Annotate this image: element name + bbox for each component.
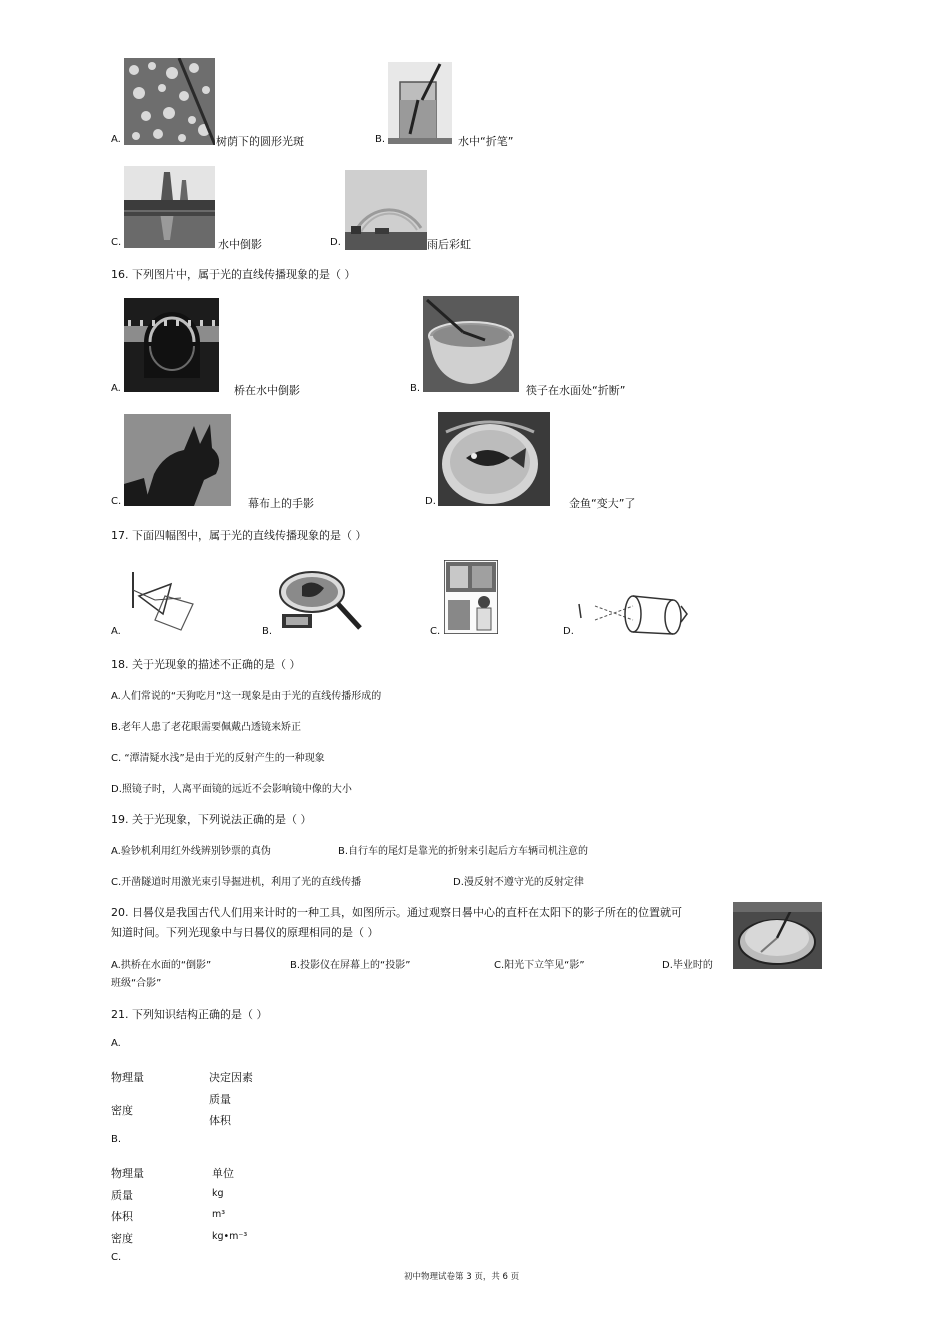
photo-bridge (124, 298, 219, 392)
q16-option-d-caption: 金鱼“变大”了 (569, 497, 636, 510)
q20-option-a: A.拱桥在水面的“倒影” (111, 960, 212, 971)
q16-option-b-label: B. (410, 383, 421, 394)
table-b-row-mass: 质量 (111, 1189, 133, 1202)
option-b-caption: 水中“折笔” (458, 135, 514, 148)
q16-option-d-label: D. (425, 496, 436, 507)
q20-option-d: D.毕业时的 (662, 960, 713, 971)
photo-tree-shadow (124, 58, 215, 145)
question-20-stem-line2: 知道时间。下列光现象中与日晷仪的原理相同的是（ ） (111, 926, 379, 939)
q17-option-a-label: A. (111, 626, 121, 637)
q17-option-c-label: C. (430, 626, 441, 637)
diagram-prism (125, 568, 197, 632)
q18-option-d: D.照镜子时，人离平面镜的远近不会影响镜中像的大小 (111, 784, 352, 795)
question-18-stem: 18. 关于光现象的描述不正确的是（ ） (111, 658, 301, 671)
q20-option-d-continued: 班级“合影” (111, 978, 162, 989)
q20-option-b: B.投影仪在屏幕上的“投影” (290, 960, 411, 971)
table-b-row-volume: 体积 (111, 1210, 133, 1223)
option-a-caption: 树荫下的圆形光斑 (216, 135, 304, 148)
table-b-unit-volume: m³ (212, 1209, 226, 1220)
diagram-pinhole (575, 594, 691, 638)
q21-option-b-label: B. (111, 1134, 122, 1145)
q18-option-b: B.老年人患了老花眼需要佩戴凸透镜来矫正 (111, 722, 302, 733)
question-20-stem-line1: 20. 日晷仪是我国古代人们用来计时的一种工具，如图所示。通过观察日晷中心的直杆在太阳下的影子所在的位置就可 (111, 906, 682, 919)
q16-option-c-caption: 幕布上的手影 (248, 497, 314, 510)
option-c-caption: 水中倒影 (218, 238, 262, 251)
table-a-header-quantity: 物理量 (111, 1071, 144, 1084)
photo-pencil-water (388, 62, 452, 144)
q16-option-b-caption: 筷子在水面处“折断” (526, 384, 626, 397)
photo-hand-shadow (124, 414, 231, 506)
q17-option-d-label: D. (563, 626, 574, 637)
q21-option-a-label: A. (111, 1038, 121, 1049)
table-b-header-quantity: 物理量 (111, 1167, 144, 1180)
table-a-factor-mass: 质量 (209, 1093, 231, 1106)
diagram-photo-person (444, 560, 498, 634)
q19-option-b: B.自行车的尾灯是靠光的折射来引起后方车辆司机注意的 (338, 846, 589, 857)
table-a-row-density: 密度 (111, 1104, 133, 1117)
q21-option-c-label: C. (111, 1252, 122, 1263)
option-a-label: A. (111, 134, 121, 145)
q16-option-a-caption: 桥在水中倒影 (234, 384, 300, 397)
q19-option-c: C.开凿隧道时用激光束引导掘进机，利用了光的直线传播 (111, 877, 362, 888)
q16-option-c-label: C. (111, 496, 122, 507)
diagram-magnifier (272, 568, 364, 634)
option-d-caption: 雨后彩虹 (427, 238, 471, 251)
question-16-stem: 16. 下列图片中，属于光的直线传播现象的是（ ） (111, 268, 356, 281)
table-b-unit-density: kg•m⁻³ (212, 1231, 248, 1242)
photo-chopsticks-bowl (423, 296, 519, 392)
q19-option-a: A.验钞机利用红外线辨别钞票的真伪 (111, 846, 271, 857)
question-19-stem: 19. 关于光现象，下列说法正确的是（ ） (111, 813, 312, 826)
option-c-label: C. (111, 237, 122, 248)
photo-rainbow (345, 170, 427, 250)
table-b-unit-mass: kg (212, 1188, 224, 1199)
q19-option-d: D.漫反射不遵守光的反射定律 (453, 877, 584, 888)
option-d-label: D. (330, 237, 341, 248)
table-b-row-density: 密度 (111, 1232, 133, 1245)
q20-option-c: C.阳光下立竿见“影” (494, 960, 585, 971)
q16-option-a-label: A. (111, 383, 121, 394)
question-17-stem: 17. 下面四幅图中，属于光的直线传播现象的是（ ） (111, 529, 367, 542)
q18-option-a: A.人们常说的“天狗吃月”这一现象是由于光的直线传播形成的 (111, 691, 382, 702)
photo-pagoda-reflection (124, 166, 215, 248)
table-a-header-factors: 决定因素 (209, 1071, 253, 1084)
q17-option-b-label: B. (262, 626, 273, 637)
q18-option-c: C. “潭清疑水浅”是由于光的反射产生的一种现象 (111, 753, 325, 764)
photo-goldfish (438, 412, 550, 506)
option-b-label: B. (375, 134, 386, 145)
question-21-stem: 21. 下列知识结构正确的是（ ） (111, 1008, 268, 1021)
photo-sundial (733, 902, 822, 969)
table-b-header-unit: 单位 (212, 1167, 234, 1180)
page-footer: 初中物理试卷第 3 页，共 6 页 (404, 1272, 520, 1282)
table-a-factor-volume: 体积 (209, 1114, 231, 1127)
